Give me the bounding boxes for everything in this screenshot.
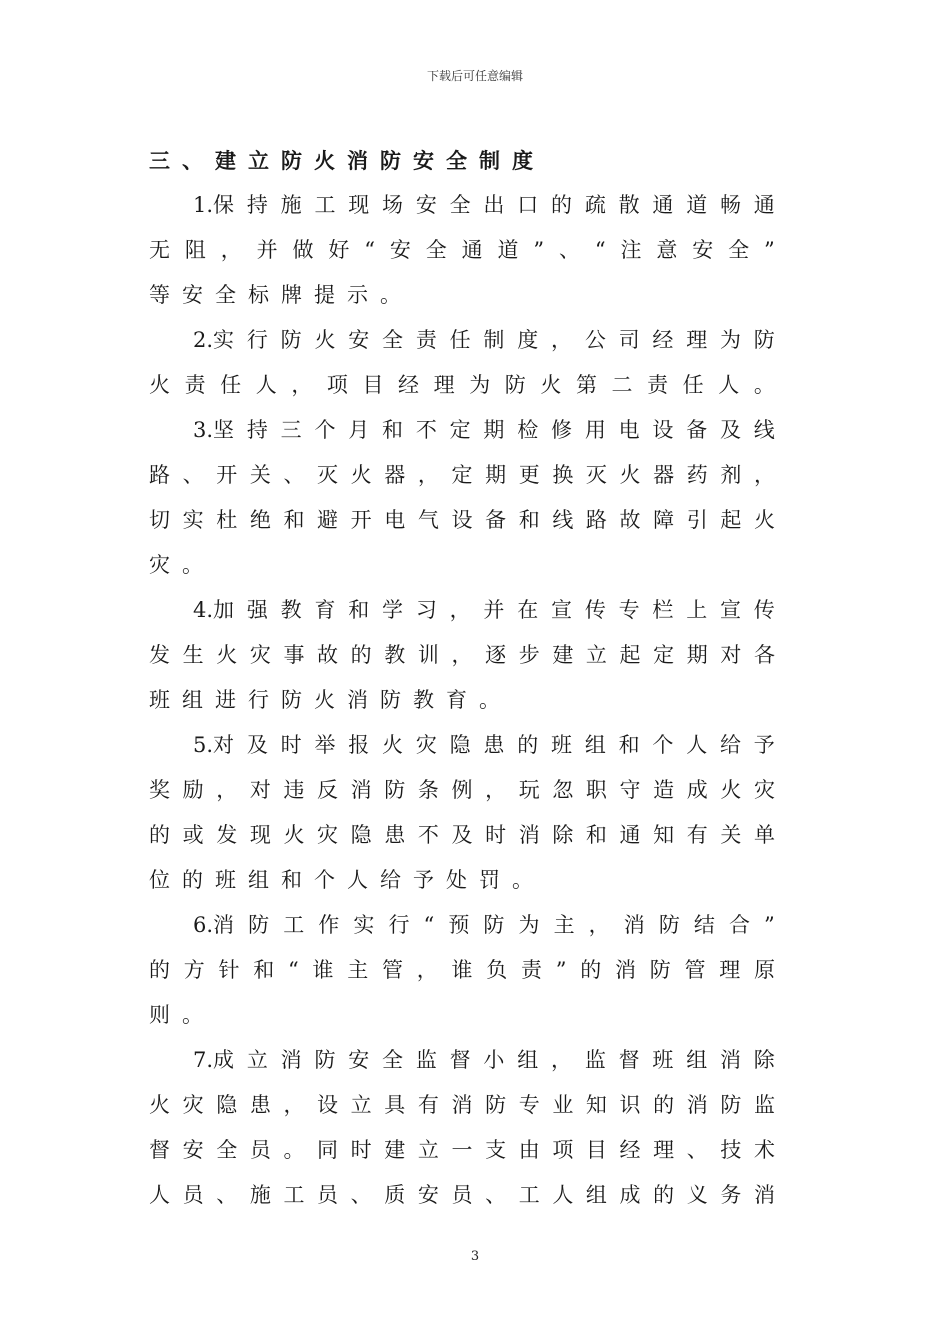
paragraph-block (149, 183, 775, 1218)
text-line: 则 。 (149, 1003, 203, 1027)
document-body (149, 138, 775, 1218)
text-line: 1.保 持 施 工 现 场 安 全 出 口 的 疏 散 通 道 畅 通 (193, 193, 775, 217)
text-line: 等 安 全 标 牌 提 示 。 (149, 283, 401, 307)
page-header: 下载后可任意编辑 (426, 69, 523, 83)
text-line: 4.加 强 教 育 和 学 习 ， 并 在 宣 传 专 栏 上 宣 传 (193, 598, 775, 622)
text-line: 人 员 、 施 工 员 、 质 安 员 、 工 人 组 成 的 义 务 消 (149, 1183, 775, 1207)
text-line: 路 、 开 关 、 灭 火 器 ， 定 期 更 换 灭 火 器 药 剂 ， (149, 463, 775, 487)
text-line: 奖 励 ， 对 违 反 消 防 条 例 ， 玩 忽 职 守 造 成 火 灾 (149, 778, 775, 802)
text-line: 灾 。 (149, 553, 203, 577)
text-line: 6.消 防 工 作 实 行 “ 预 防 为 主 ， 消 防 结 合 ” (193, 913, 775, 937)
text-line: 切 实 杜 绝 和 避 开 电 气 设 备 和 线 路 故 障 引 起 火 (149, 508, 775, 532)
text-line: 无 阻 ， 并 做 好 “ 安 全 通 道 ” 、 “ 注 意 安 全 ” (149, 238, 775, 262)
section-title: 三、建立防火消防安全制度 (149, 148, 545, 173)
text-line: 的 方 针 和 “ 谁 主 管 ， 谁 负 责 ” 的 消 防 管 理 原 (149, 958, 775, 982)
text-line: 班 组 进 行 防 火 消 防 教 育 。 (149, 688, 500, 712)
text-line: 的 或 发 现 火 灾 隐 患 不 及 时 消 除 和 通 知 有 关 单 (149, 823, 775, 847)
text-line: 火 灾 隐 患 ， 设 立 具 有 消 防 专 业 知 识 的 消 防 监 (149, 1093, 775, 1117)
text-line: 位 的 班 组 和 个 人 给 予 处 罚 。 (149, 868, 533, 892)
page-number: 3 (470, 1249, 480, 1264)
text-line: 3.坚 持 三 个 月 和 不 定 期 检 修 用 电 设 备 及 线 (193, 418, 775, 442)
text-line: 发 生 火 灾 事 故 的 教 训 ， 逐 步 建 立 起 定 期 对 各 (149, 643, 775, 667)
text-line: 火 责 任 人 ， 项 目 经 理 为 防 火 第 二 责 任 人 。 (149, 373, 775, 397)
text-line: 5.对 及 时 举 报 火 灾 隐 患 的 班 组 和 个 人 给 予 (193, 733, 775, 757)
text-line: 督 安 全 员 。 同 时 建 立 一 支 由 项 目 经 理 、 技 术 (149, 1138, 775, 1162)
text-line: 2.实 行 防 火 安 全 责 任 制 度 ， 公 司 经 理 为 防 (193, 328, 775, 352)
text-line: 7.成 立 消 防 安 全 监 督 小 组 ， 监 督 班 组 消 除 (193, 1048, 775, 1072)
